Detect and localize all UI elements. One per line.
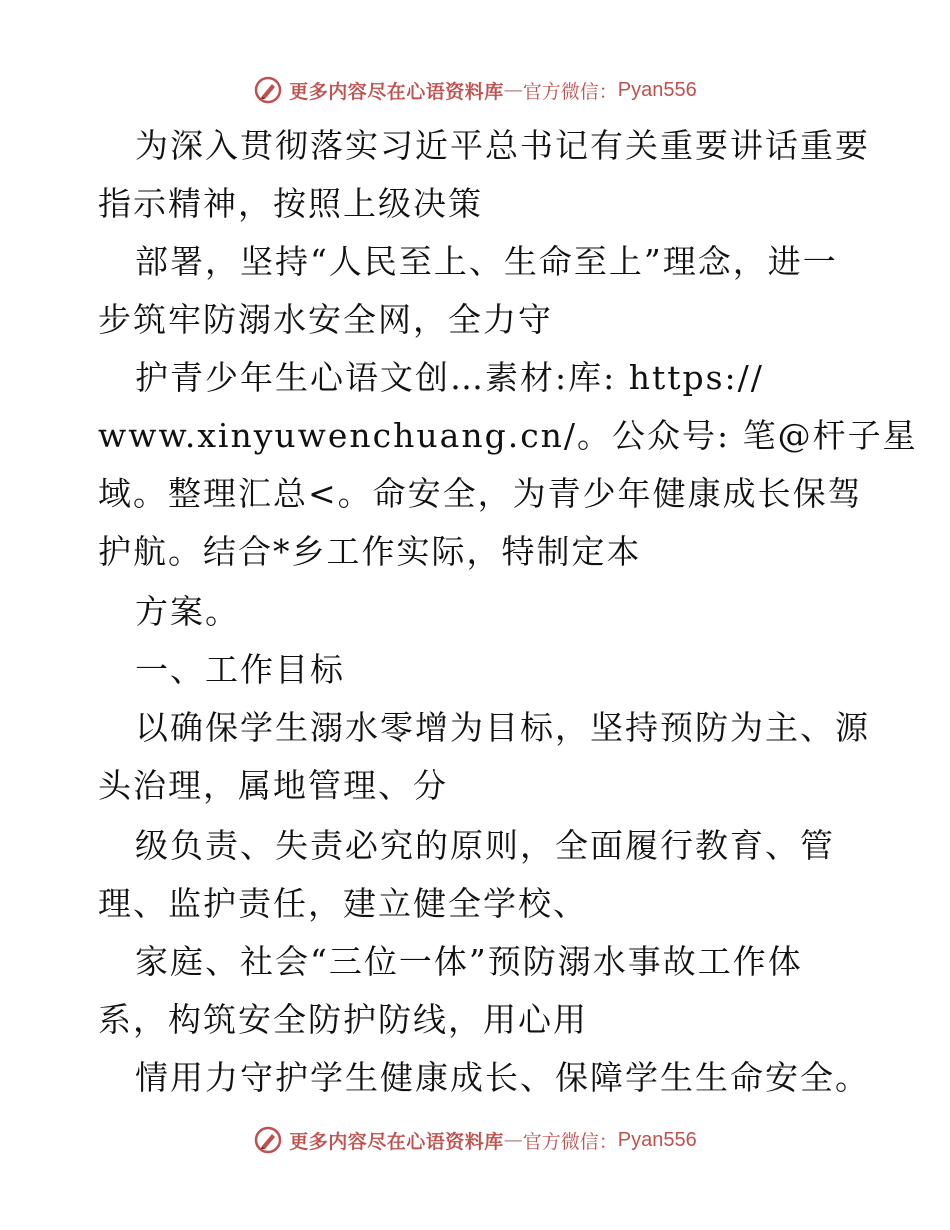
banner-text: 更多内容尽在心语资料库	[289, 1130, 504, 1153]
text-line: 指示精神，按照上级决策	[98, 184, 483, 223]
text-line: 部署，坚持“人民至上、生命至上”理念，进一	[135, 242, 838, 281]
banner-separator: —	[503, 79, 523, 101]
banner-wechat-label: 官方微信：	[522, 1130, 618, 1153]
banner-wechat-id: Pyan556	[617, 1128, 697, 1151]
pen-logo-icon	[253, 75, 283, 105]
text-line: 域。整理汇总<。命安全，为青少年健康成长保驾	[98, 474, 863, 513]
text-line: 为深入贯彻落实习近平总书记有关重要讲话重要	[135, 126, 870, 165]
banner-wechat-label: 官方微信：	[522, 80, 618, 103]
text-line: 步筑牢防溺水安全网，全力守	[98, 300, 553, 339]
footer-banner	[0, 1120, 950, 1160]
banner-text: 更多内容尽在心语资料库	[289, 80, 504, 103]
text-line: www.xinyuwenchuang.cn/。公众号: 笔@杆子星	[98, 416, 918, 455]
text-line: 情用力守护学生健康成长、保障学生生命安全。	[135, 1058, 870, 1097]
pen-logo-icon	[253, 1125, 283, 1155]
text-line: 护航。结合*乡工作实际，特制定本	[98, 532, 642, 571]
section-heading: 一、工作目标	[135, 650, 345, 689]
text-line: 系，构筑安全防护防线，用心用	[98, 1000, 588, 1039]
text-line: 理、监护责任，建立健全学校、	[98, 884, 588, 923]
banner-wechat-id: Pyan556	[617, 78, 697, 101]
text-line: 护青少年生心语文创…素材:库: https://	[135, 358, 764, 397]
text-line: 头治理，属地管理、分	[98, 766, 448, 805]
text-line: 以确保学生溺水零增为目标，坚持预防为主、源	[135, 708, 870, 747]
text-line: 方案。	[135, 592, 240, 631]
text-line: 家庭、社会“三位一体”预防溺水事故工作体	[135, 942, 803, 981]
text-line: 级负责、失责必究的原则，全面履行教育、管	[135, 826, 835, 865]
banner-separator: —	[503, 1129, 523, 1151]
header-banner	[0, 70, 950, 110]
